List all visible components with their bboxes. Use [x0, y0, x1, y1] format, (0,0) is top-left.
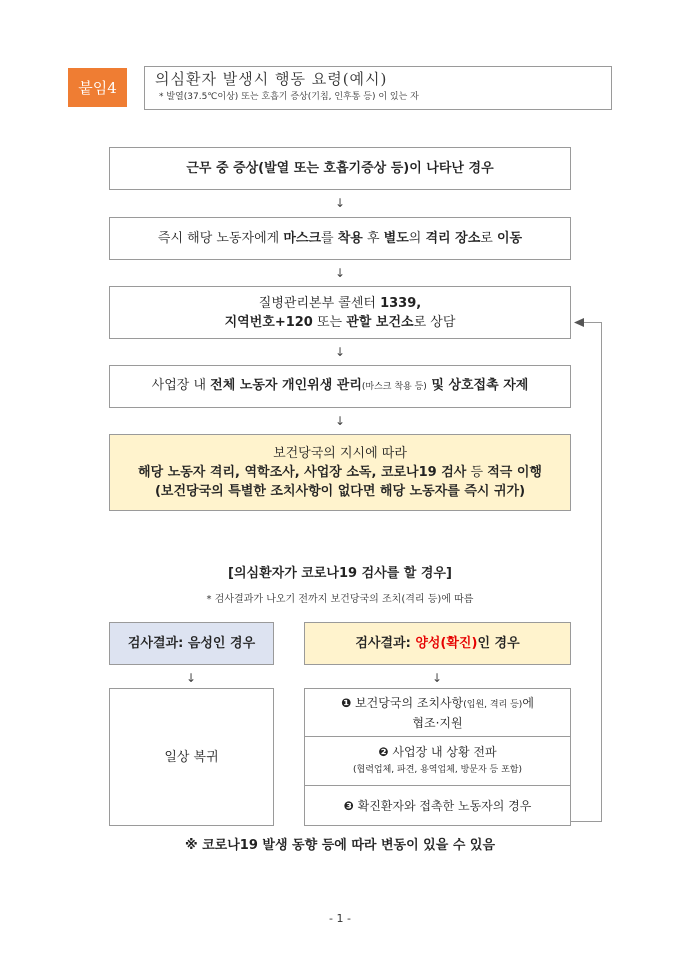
arrow-down-icon: ↓	[431, 671, 443, 685]
flow-step-1	[109, 147, 571, 190]
positive-item-1: ❶ 보건당국의 조치사항(입원, 격리 등)에 협조·지원	[305, 689, 570, 737]
arrow-down-icon: ↓	[334, 196, 346, 210]
step-1-text: 근무 중 증상(발열 또는 호흡기증상 등)이 나타난 경우	[186, 161, 494, 176]
attachment-badge: 붙임4	[68, 68, 127, 107]
document-subtitle: * 발열(37.5℃이상) 또는 호흡기 증상(기침, 인후통 등) 이 있는 자	[159, 92, 419, 102]
step-2-text: 즉시 해당 노동자에게 마스크를 착용 후 별도의 격리 장소로 이동	[157, 231, 523, 246]
arrow-left-icon	[574, 317, 585, 328]
negative-result-label: 검사결과: 음성인 경우	[109, 622, 274, 665]
step-5-line-3: (보건당국의 특별한 조치사항이 없다면 해당 노동자를 즉시 귀가)	[154, 484, 526, 499]
step-5-line-1: 보건당국의 지시에 따라	[273, 446, 407, 461]
positive-item-3: ❸ 확진환자와 접촉한 노동자의 경우	[343, 798, 532, 813]
flow-step-4	[109, 365, 571, 408]
step-3-line-1: 질병관리본부 콜센터 1339,	[258, 295, 422, 311]
flow-step-2	[109, 217, 571, 260]
feedback-line-vertical	[601, 322, 602, 822]
flow-step-5	[109, 434, 571, 511]
positive-result-box	[304, 688, 571, 826]
arrow-down-icon: ↓	[334, 414, 346, 428]
title-box	[144, 66, 612, 110]
feedback-line-horizontal-top	[583, 322, 601, 323]
feedback-line-horizontal-bottom	[571, 821, 601, 822]
document-title: 의심환자 발생시 행동 요령(예시)	[155, 70, 388, 88]
step-3-line-2: 지역번호+120 또는 관할 보건소로 상담	[224, 314, 456, 330]
return-to-daily-life: 일상 복귀	[164, 749, 219, 765]
arrow-down-icon: ↓	[185, 671, 197, 685]
arrow-down-icon: ↓	[334, 345, 346, 359]
positive-item-2: ❷ 사업장 내 상황 전파 (협력업체, 파견, 용역업체, 방문자 등 포함)	[305, 737, 570, 786]
flow-step-3	[109, 286, 571, 339]
footer-note: ※ 코로나19 발생 동향 등에 따라 변동이 있을 수 있음	[184, 838, 496, 853]
positive-result-label: 검사결과: 양성(확진)인 경우	[304, 622, 571, 665]
section-note: * 검사결과가 나오기 전까지 보건당국의 조치(격리 등)에 따름	[206, 594, 474, 605]
arrow-down-icon: ↓	[334, 266, 346, 280]
section-title: [의심환자가 코로나19 검사를 할 경우]	[228, 566, 452, 581]
step-4-text: 사업장 내 전체 노동자 개인위생 관리(마스크 착용 등) 및 상호접촉 자제	[151, 378, 529, 393]
page-number: - 1 -	[329, 912, 351, 925]
step-5-line-2: 해당 노동자 격리, 역학조사, 사업장 소독, 코로나19 검사 등 적극 이행	[138, 465, 542, 480]
negative-result-box	[109, 688, 274, 826]
